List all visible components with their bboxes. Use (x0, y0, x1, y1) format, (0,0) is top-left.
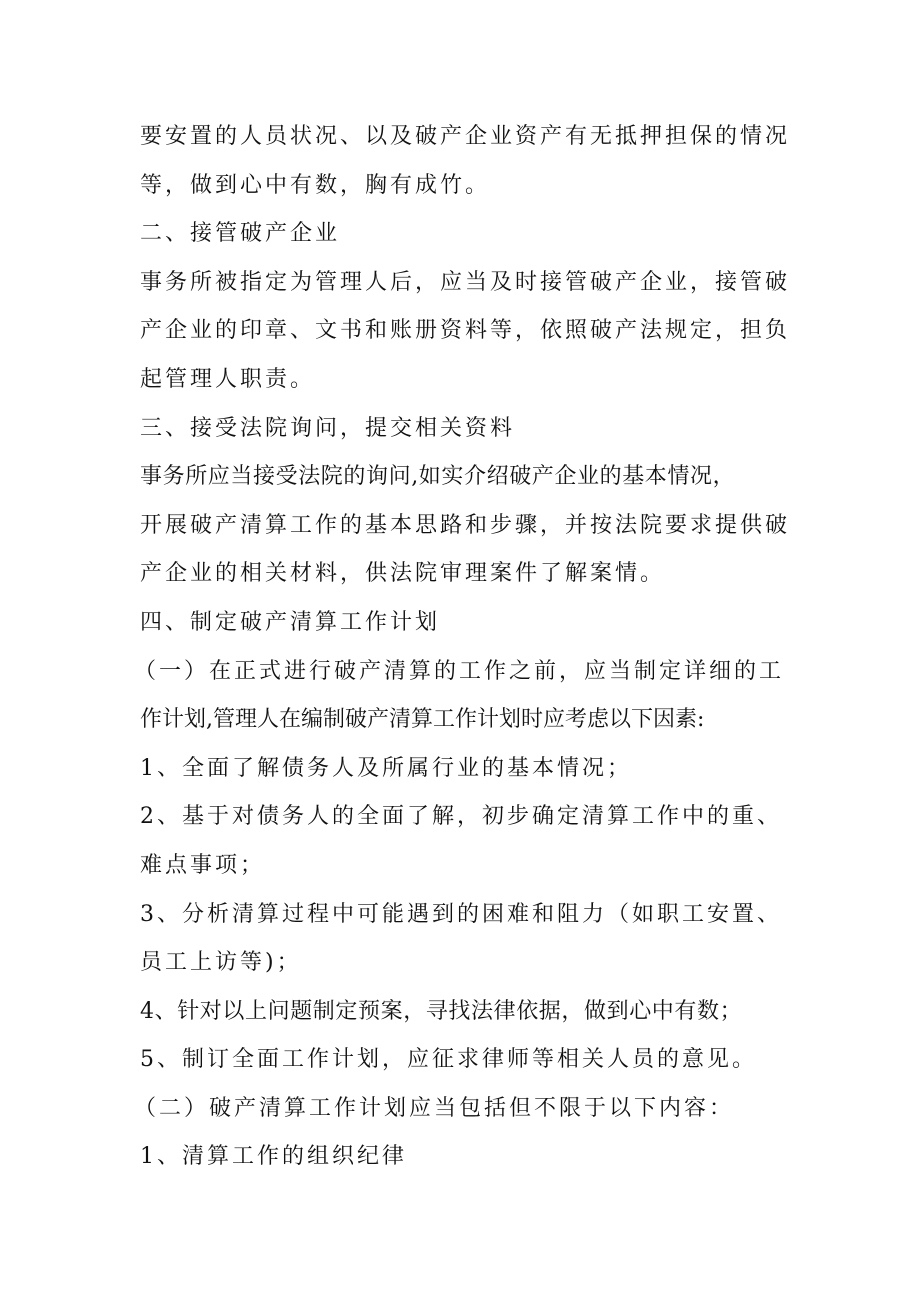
body-text-line: 难点事项； (140, 852, 266, 878)
body-text-line: 起管理人职责。 (140, 366, 316, 392)
body-text-line: 作计划,管理人在编制破产清算工作计划时应考虑以下因素: (140, 707, 705, 733)
list-item-1: 1、清算工作的组织纪律 (140, 1144, 407, 1170)
body-text-line: 开展破产清算工作的基本思路和步骤，并按法院要求提供破 (140, 512, 791, 538)
body-text-line: 产企业的相关材料，供法院审理案件了解案情。 (140, 561, 666, 587)
document-body (134, 113, 800, 1182)
list-item-2: 2、基于对债务人的全面了解，初步确定清算工作中的重、 (140, 804, 782, 830)
body-text-line: 要安置的人员状况、以及破产企业资产有无抵押担保的情况 (140, 124, 791, 149)
body-text-line: 产企业的印章、文书和账册资料等，依照破产法规定，担负 (140, 318, 791, 344)
body-text-line: 事务所应当接受法院的询问,如实介绍破产企业的基本情况， (140, 464, 736, 490)
body-text-line: 员工上访等)； (140, 950, 302, 976)
subsection-heading-1: （一）在正式进行破产清算的工作之前，应当制定详细的工 (134, 658, 785, 684)
body-text-line: 等，做到心中有数，胸有成竹。 (140, 172, 491, 198)
section-heading-2: 二、接管破产企业 (140, 221, 341, 247)
section-heading-3: 三、接受法院询问，提交相关资料 (140, 415, 516, 441)
list-item-3: 3、分析清算过程中可能遇到的困难和阻力（如职工安置、 (140, 901, 782, 927)
body-text-line: 事务所被指定为管理人后，应当及时接管破产企业，接管破 (140, 269, 791, 295)
subsection-heading-2: （二）破产清算工作计划应当包括但不限于以下内容： (134, 1095, 735, 1121)
list-item-4: 4、针对以上问题制定预案，寻找法律依据，做到心中有数； (140, 998, 743, 1024)
section-heading-4: 四、制定破产清算工作计划 (140, 609, 441, 635)
list-item-1: 1、全面了解债务人及所属行业的基本情况； (140, 755, 632, 781)
list-item-5: 5、制订全面工作计划，应征求律师等相关人员的意见。 (140, 1047, 757, 1073)
